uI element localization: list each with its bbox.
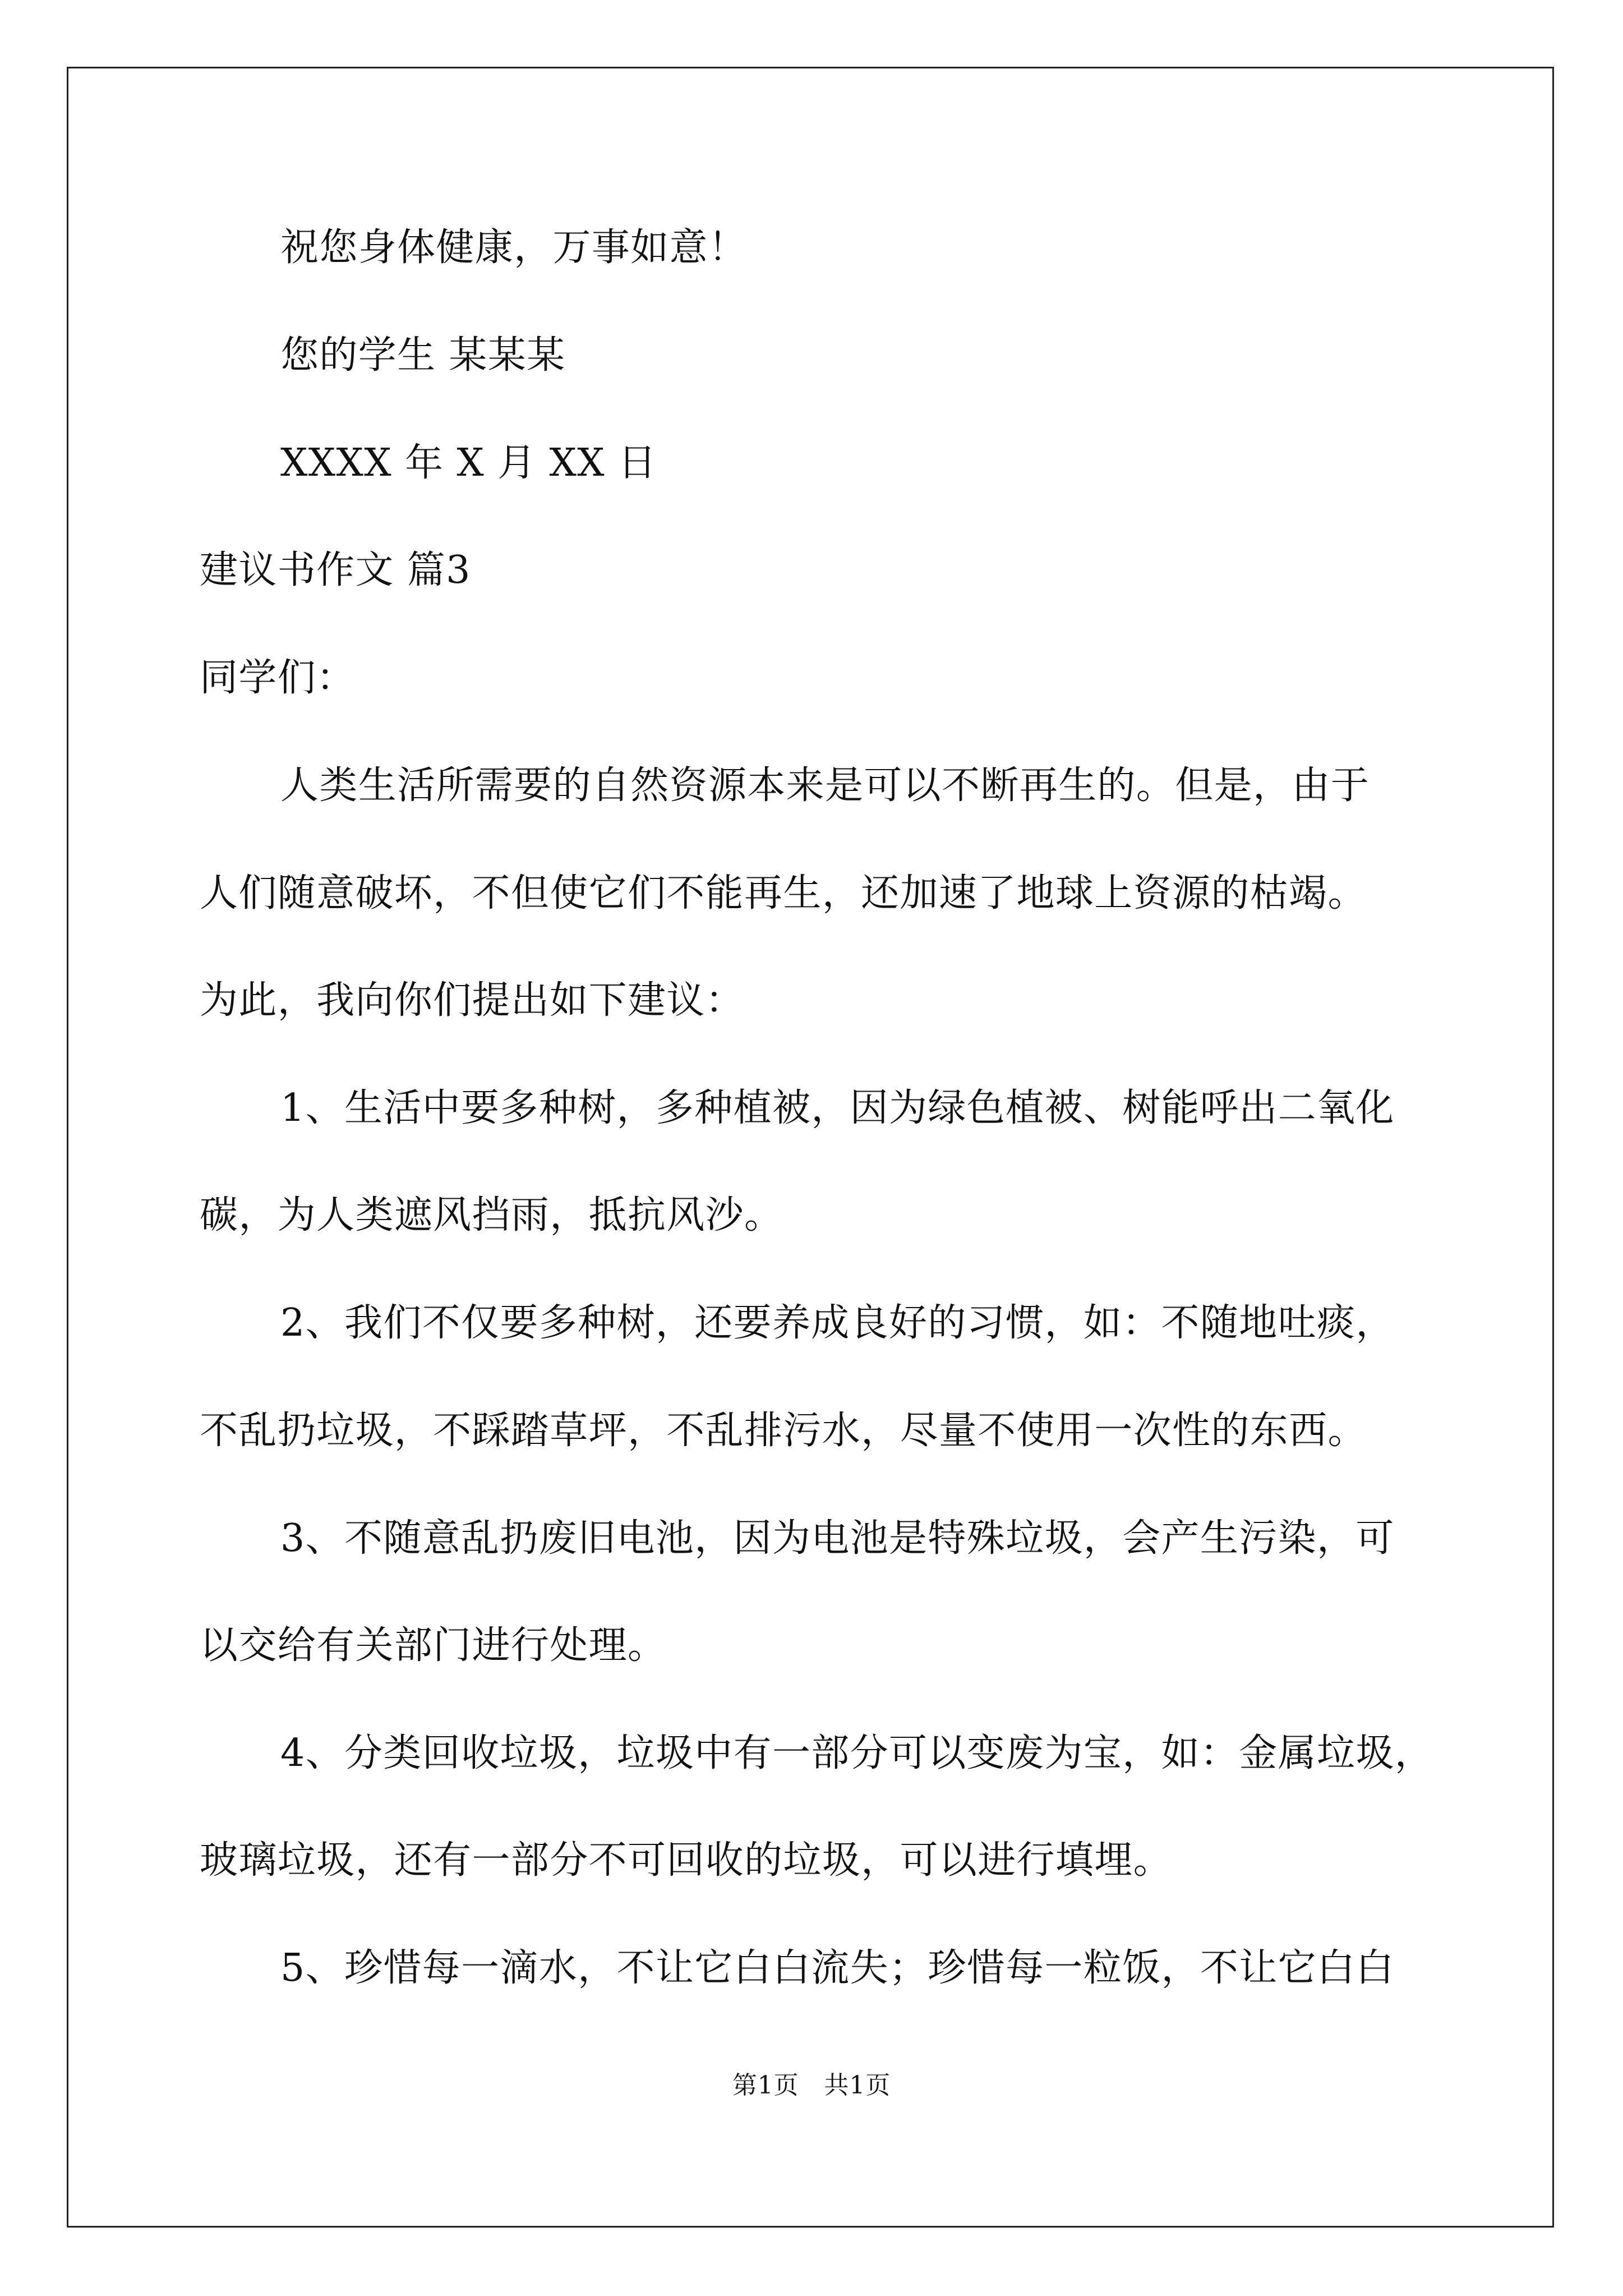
page-number: 第1页 共1页 <box>732 2071 891 2100</box>
paragraph-line: 为此，我向你们提出如下建议： <box>200 978 745 1023</box>
signature: 您的学生 某某某 <box>280 333 566 378</box>
suggestion-2-line: 2、我们不仅要多种树，还要养成良好的习惯，如：不随地吐痰， <box>280 1301 1395 1345</box>
closing-wish: 祝您身体健康，万事如意！ <box>280 226 748 270</box>
suggestion-2-line: 不乱扔垃圾，不踩踏草坪，不乱排污水，尽量不使用一次性的东西。 <box>200 1409 1367 1453</box>
section-title: 建议书作文 篇3 <box>200 548 471 592</box>
paragraph-line: 人们随意破坏，不但使它们不能再生，还加速了地球上资源的枯竭。 <box>200 871 1367 915</box>
salutation: 同学们： <box>200 656 356 700</box>
suggestion-1-line: 碳，为人类遮风挡雨，抵抗风沙。 <box>200 1193 783 1237</box>
date-line: XXXX 年 X 月 XX 日 <box>280 441 657 485</box>
suggestion-3-line: 3、不随意乱扔废旧电池，因为电池是特殊垃圾，会产生污染，可 <box>280 1516 1395 1561</box>
suggestion-1-line: 1、生活中要多种树，多种植被，因为绿色植被、树能呼出二氧化 <box>280 1086 1395 1130</box>
suggestion-4-line: 玻璃垃圾，还有一部分不可回收的垃圾，可以进行填埋。 <box>200 1838 1173 1883</box>
page-frame <box>67 67 1554 2228</box>
suggestion-5-line: 5、珍惜每一滴水，不让它白白流失；珍惜每一粒饭，不让它白白 <box>280 1946 1395 1990</box>
paragraph-line: 人类生活所需要的自然资源本来是可以不断再生的。但是，由于 <box>280 763 1370 808</box>
suggestion-3-line: 以交给有关部门进行处理。 <box>200 1623 667 1668</box>
suggestion-4-line: 4、分类回收垃圾，垃圾中有一部分可以变废为宝，如：金属垃圾， <box>280 1731 1434 1775</box>
